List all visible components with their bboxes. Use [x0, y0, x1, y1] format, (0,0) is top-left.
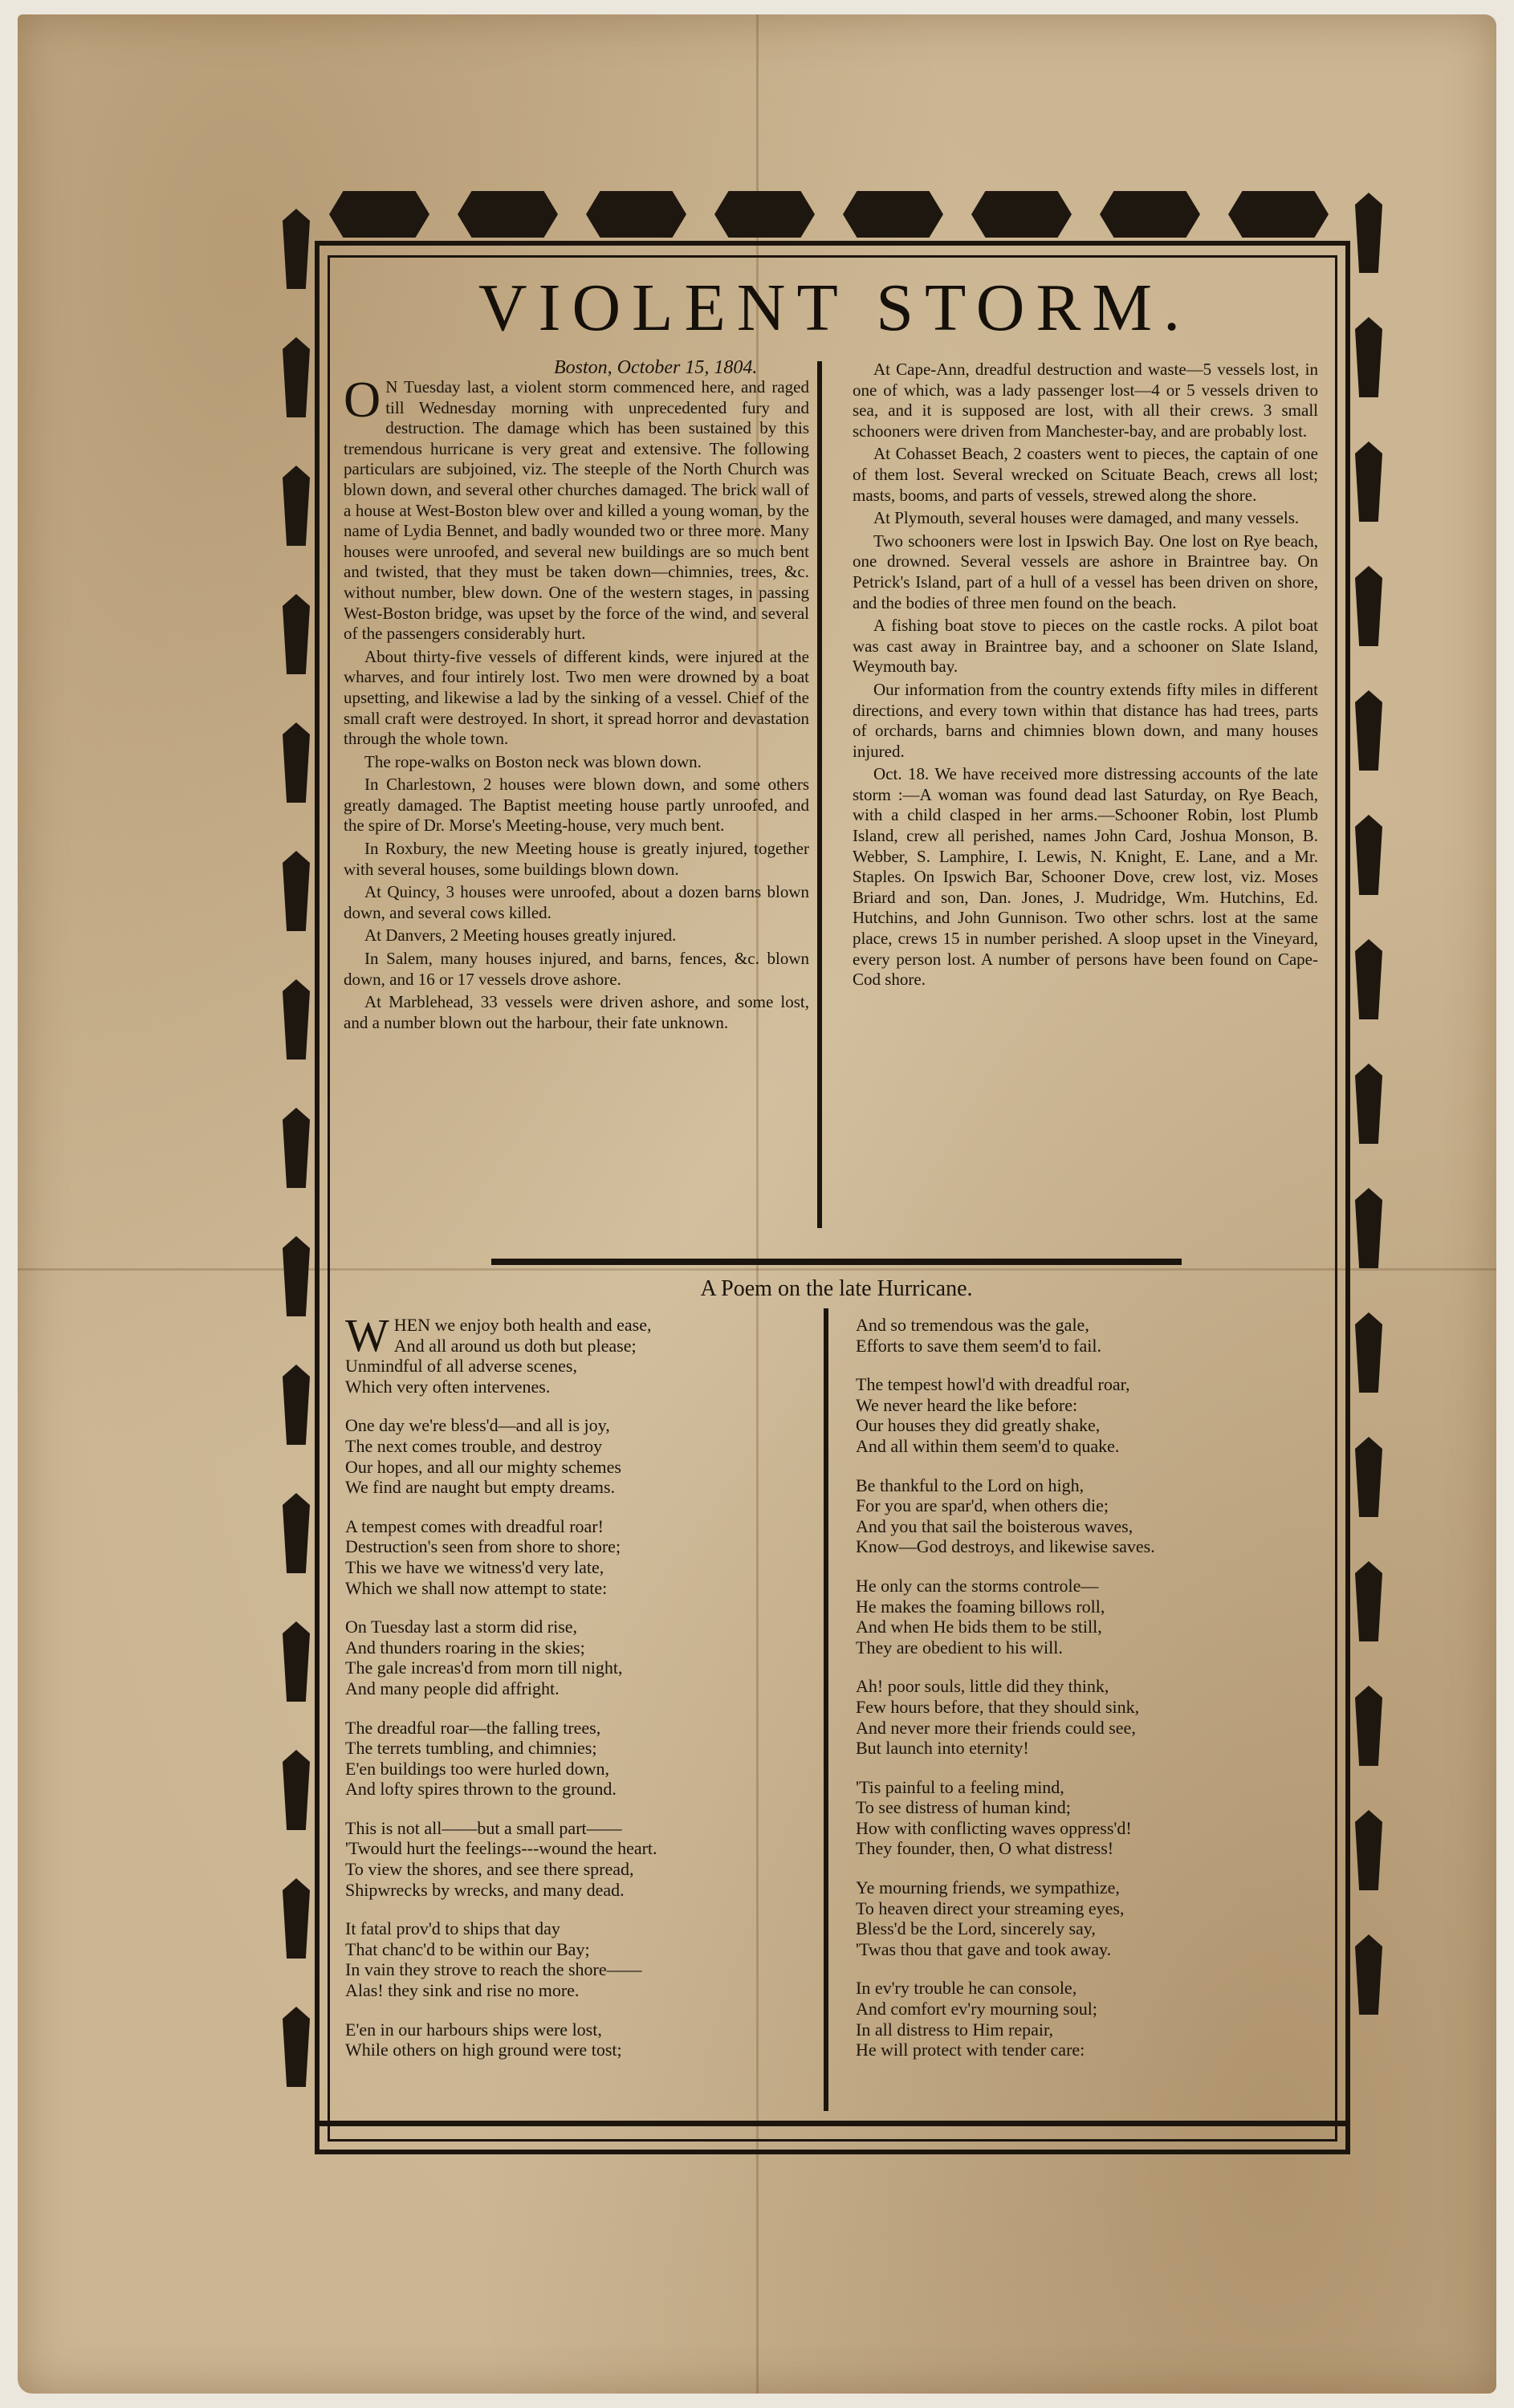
poem-stanza: Ye mourning friends, we sympathize, To heaven direct your streaming eyes, Bless'd be the Lord, sincerely say, 'Twas thou that gave and took away.	[856, 1877, 1125, 1959]
news-paragraph: In Salem, many houses injured, and barns, fences, &c. blown down, and 16 or 17 vessels drove ashore.	[344, 949, 809, 989]
coffin-icon	[1355, 1934, 1382, 2015]
poem-stanza: And so tremendous was the gale, Efforts to save them seem'd to fail.	[856, 1315, 1101, 1356]
coffin-icon	[283, 1108, 310, 1188]
poem-column-left	[345, 1309, 803, 2079]
coffin-icon	[1355, 690, 1382, 771]
coffin-icon	[1355, 441, 1382, 522]
coffin-icon	[283, 1750, 310, 1830]
coffin-icon	[1355, 566, 1382, 646]
coffin-icon	[283, 851, 310, 931]
coffin-icon	[1100, 191, 1200, 238]
coffin-icon	[1355, 1437, 1382, 1517]
coffin-icon	[1355, 1064, 1382, 1144]
poem-stanza: The dreadful roar—the falling trees, The terrets tumbling, and chimnies; E'en buildings too were hurled down, And lofty spires thrown to the ground.	[345, 1717, 617, 1800]
poem-stanza: W HEN we enjoy both health and ease, And all around us doth but please; Unmindful of all adverse scenes, Which very often intervenes.	[345, 1309, 652, 1397]
coffin-icon	[1355, 1686, 1382, 1766]
coffin-icon	[283, 1621, 310, 1702]
news-paragraph: At Marblehead, 33 vessels were driven ashore, and some lost, and a number blown out the harbour, their fate unknown.	[344, 992, 809, 1032]
coffin-icon	[714, 191, 815, 238]
coffin-icon	[283, 466, 310, 546]
column-rule	[817, 361, 822, 1228]
poem-stanza: Ah! poor souls, little did they think, Few hours before, that they should sink, And never more their friends could see, But launch into eternity!	[856, 1676, 1140, 1759]
poem-column-right	[856, 1315, 1321, 2079]
dateline: Boston, October 15, 1804.	[554, 357, 758, 378]
coffin-icon	[1355, 1188, 1382, 1268]
coffin-border-top	[329, 185, 1333, 241]
drop-cap: O	[344, 371, 381, 428]
poem-stanza: This is not all——but a small part—— 'Twould hurt the feelings---wound the heart. To view the shores, and see there spread, Shipwrecks by wrecks, and many dead.	[345, 1817, 657, 1900]
news-paragraph: At Cape-Ann, dreadful destruction and waste—5 vessels lost, in one of which, was a lady passenger lost—4 or 5 vessels driven to sea, and it is supposed are lost, with all their crews. 3 small schooners were driven from Manchester-bay, and are probably lost.	[853, 360, 1318, 441]
poem-title: A Poem on the late Hurricane.	[700, 1276, 973, 1301]
poem-stanza: A tempest comes with dreadful roar! Destruction's seen from shore to shore; This we have we witness'd very late, Which we shall now attempt to state:	[345, 1515, 621, 1598]
news-paragraph: In Roxbury, the new Meeting house is greatly injured, together with several houses, some buildings blown down.	[344, 839, 809, 879]
coffin-icon	[283, 2007, 310, 2087]
news-paragraph: Our information from the country extends fifty miles in different directions, and every town within that distance has had trees, parts of orchards, barns and chimnies blown down, and many houses injured.	[853, 679, 1318, 761]
coffin-icon	[283, 337, 310, 417]
coffin-icon	[283, 1878, 310, 1959]
coffin-icon	[283, 209, 310, 289]
coffin-icon	[283, 594, 310, 674]
coffin-icon	[283, 979, 310, 1060]
coffin-icon	[283, 722, 310, 803]
news-column-left	[344, 371, 809, 1035]
coffin-icon	[283, 1365, 310, 1445]
poem-stanza: One day we're bless'd—and all is joy, The next comes trouble, and destroy Our hopes, and all our mighty schemes We find are naught but empty dreams.	[345, 1415, 621, 1498]
coffin-icon	[329, 191, 429, 238]
coffin-icon	[283, 1493, 310, 1573]
news-paragraph: The rope-walks on Boston neck was blown down.	[364, 751, 702, 771]
bottom-rule	[315, 2121, 1350, 2126]
coffin-icon	[458, 191, 558, 238]
coffin-icon	[1355, 1810, 1382, 1890]
poem-stanza: Be thankful to the Lord on high, For you are spar'd, when others die; And you that sail the boisterous waves, Know—God destroys, and likewise saves.	[856, 1474, 1155, 1557]
poem-stanza: He only can the storms controle— He makes the foaming billows roll, And when He bids them to be still, They are obedient to his will.	[856, 1575, 1105, 1658]
poem-column-rule	[824, 1308, 828, 2111]
poem-stanza: On Tuesday last a storm did rise, And thunders roaring in the skies; The gale increas'd from morn till night, And many people did affright.	[345, 1617, 623, 1698]
poem-stanza: In ev'ry trouble he can console, And comfort ev'ry mourning soul; In all distress to Him repair, He will protect with tender care:	[856, 1978, 1097, 2060]
coffin-icon	[283, 1236, 310, 1316]
coffin-icon	[1355, 193, 1382, 273]
news-paragraph: At Cohasset Beach, 2 coasters went to pieces, the captain of one of them lost. Several wrecked on Scituate Beach, crews all lost; masts, booms, and parts of vessels, strewed along the shore.	[853, 444, 1318, 505]
coffin-icon	[1355, 939, 1382, 1019]
coffin-icon	[586, 191, 686, 238]
drop-cap: W	[345, 1309, 389, 1361]
news-column-right	[853, 360, 1318, 993]
poem-stanza: It fatal prov'd to ships that day That chanc'd to be within our Bay; In vain they strove to reach the shore—— Alas! they sink and rise no more.	[345, 1918, 642, 2001]
news-paragraph: At Plymouth, several houses were damaged, and many vessels.	[873, 508, 1300, 528]
poem-stanza: The tempest howl'd with dreadful roar, We never heard the like before: Our houses they did greatly shake, And all within them seem'd to quake.	[856, 1374, 1130, 1456]
coffin-icon	[1355, 1312, 1382, 1393]
broadside-title: VIOLENT STORM.	[478, 270, 1192, 345]
poem-stanza: 'Tis painful to a feeling mind, To see distress of human kind; How with conflicting waves oppress'd! They founder, then, O what distress!	[856, 1776, 1132, 1859]
coffin-icon	[1355, 1561, 1382, 1641]
coffin-icon	[1228, 191, 1329, 238]
news-paragraph: Two schooners were lost in Ipswich Bay. One lost on Rye beach, one drowned. Several vessels are ashore in Braintree bay. On Petrick's Island, part of a hull of a vessel has been driven on shore, and the bodies of three men found on the beach.	[853, 531, 1318, 612]
coffin-icon	[843, 191, 943, 238]
news-paragraph: Oct. 18. We have received more distressing accounts of the late storm :—A woman was found dead last Saturday, on Rye Beach, with a child clasped in her arms.—Schooner Robin, lost Plumb Island, crew all perished, names John Card, Joshua Monson, B. Webber, S. Lamphire, I. Lewis, N. Knight, E. Lane, and a Mr. Staples. On Ipswich Bar, Schooner Dove, crew lost, viz. Moses Briard and son, Dan. Jones, J. Mudridge, Wm. Hutchins, Ed. Hutchins, and John Gunnison. Two other schrs. lost at the same place, crews 15 in number perished. A sloop upset in the Vineyard, every person lost. A number of persons have been found on Cape-Cod shore.	[853, 764, 1318, 990]
news-paragraph: A fishing boat stove to pieces on the castle rocks. A pilot boat was cast away in Braintree bay, and a schooner on Slate Island, Weymouth bay.	[853, 616, 1318, 677]
news-paragraph: At Quincy, 3 houses were unroofed, about a dozen barns blown down, and several cows killed.	[344, 882, 809, 922]
coffin-icon	[971, 191, 1072, 238]
news-paragraph: At Danvers, 2 Meeting houses greatly injured.	[364, 925, 677, 946]
poem-stanza: E'en in our harbours ships were lost, While others on high ground were tost;	[345, 2019, 622, 2060]
news-paragraph: About thirty-five vessels of different kinds, were injured at the wharves, and four intirely lost. Two men were drowned by a boat upsetting, and likewise a lad by the sinking of a vessel. Chief of the small craft were destroyed. In short, it spread horror and devastation through the whole town.	[344, 646, 809, 749]
coffin-icon	[1355, 815, 1382, 895]
section-separator-rule	[491, 1259, 1182, 1265]
news-paragraph: O N Tuesday last, a violent storm commenced here, and raged till Wednesday morning with unprecedented fury and destruction. The damage which has been sustained by this tremendous hurricane is very great and extensive. The following particulars are subjoined, viz. The steeple of the North Church was blown down, and several other churches damaged. The brick wall of a house at West-Boston blew over and killed a young woman, by the name of Lydia Bennet, and badly wounded two or three more. Many houses were unroofed, and several new buildings are so much bent and twisted, that they must be taken down—chimnies, trees, &c. without number, blew down. One of the western stages, in passing West-Boston bridge, was upset by the force of the wind, and several of the passengers considerably hurt.	[344, 371, 809, 644]
coffin-icon	[1355, 317, 1382, 397]
news-paragraph: In Charlestown, 2 houses were blown down, and some others greatly damaged. The Baptist meeting house partly unroofed, and the spire of Dr. Morse's Meeting-house, very much bent.	[344, 775, 809, 836]
